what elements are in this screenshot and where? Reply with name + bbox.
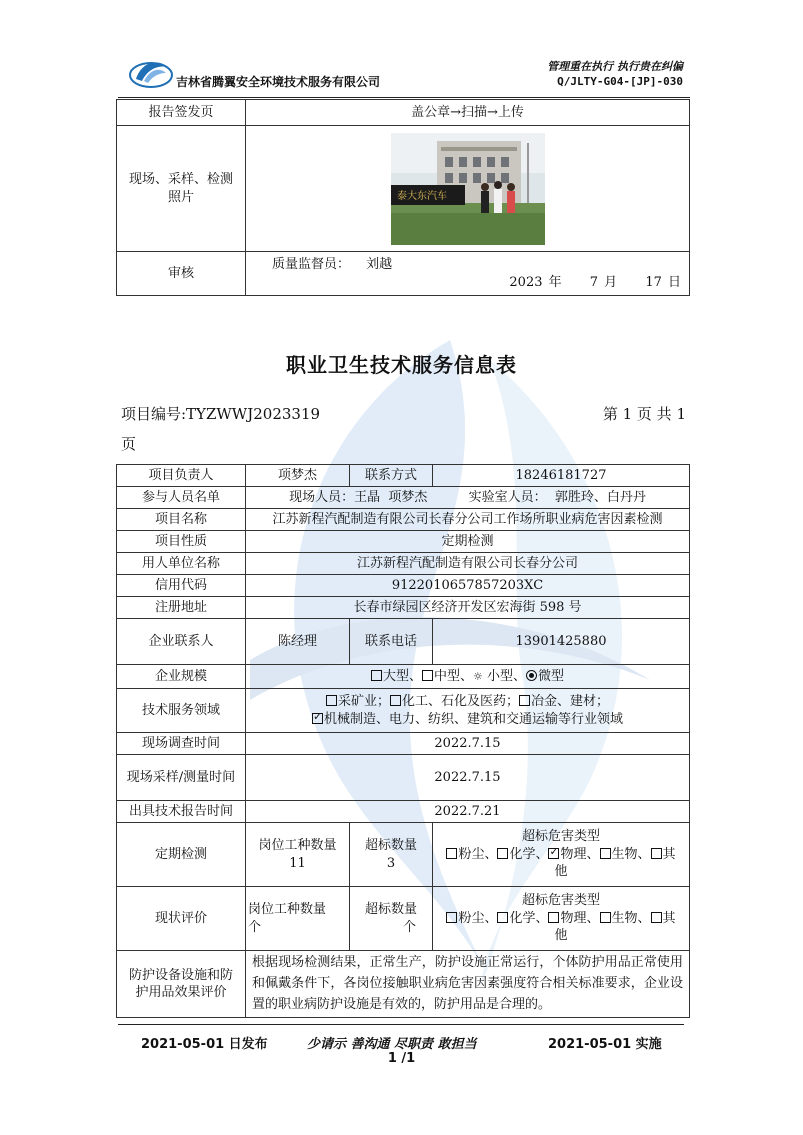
table-row: [117, 465, 690, 487]
supervisor-name: 刘越: [366, 257, 393, 272]
sampling-time-value: 2022.7.15: [246, 755, 690, 801]
corp-contact-value: 陈经理: [246, 619, 350, 665]
contact-value: 18246181727: [433, 465, 690, 487]
company-name: 吉林省腾翼安全环境技术服务有限公司: [176, 75, 381, 89]
employer-label: 用人单位名称: [117, 553, 246, 575]
table-row: [117, 487, 690, 509]
table-row: [117, 553, 690, 575]
periodic-other-checkbox[interactable]: [651, 848, 662, 859]
table-row: [117, 531, 690, 553]
status-other-checkbox[interactable]: [651, 912, 662, 923]
status-hazard-title: 超标危害类型: [521, 893, 600, 909]
field-metal-label: 冶金、建材；: [531, 693, 610, 709]
table-row: [117, 801, 690, 823]
project-name-label: 项目名称: [117, 509, 246, 531]
review-cell: [246, 252, 690, 296]
scale-large-label: 大型、: [382, 668, 422, 684]
periodic-physical-checkbox[interactable]: [548, 848, 559, 859]
table-row: [117, 887, 690, 951]
table-row: [117, 755, 690, 801]
status-other-wrap: 他: [554, 928, 568, 944]
periodic-bio-checkbox[interactable]: [600, 848, 611, 859]
periodic-posts-label: 岗位工种数量: [258, 837, 337, 853]
members-value: 现场人员：王晶 项梦杰 实验室人员： 郭胜玲、白丹丹: [246, 487, 690, 509]
field-metal-checkbox[interactable]: [519, 695, 530, 706]
periodic-hazard-cell: [433, 823, 690, 887]
table-row: [117, 823, 690, 887]
review-month: 7 月: [589, 275, 618, 290]
doc-title: 职业卫生技术服务信息表: [286, 353, 517, 377]
supervisor-label: 质量监督员：: [272, 257, 351, 272]
scale-label: 企业规模: [117, 665, 246, 689]
leader-label: 项目负责人: [117, 465, 246, 487]
status-bio-checkbox[interactable]: [600, 912, 611, 923]
status-posts-label: 岗位工种数量: [248, 901, 327, 917]
survey-time-value: 2022.7.15: [246, 733, 690, 755]
periodic-label: 定期检测: [117, 823, 246, 887]
protect-label-line2: 护用品效果评价: [135, 985, 227, 1001]
photo-sign-text: 泰大东汽车: [396, 190, 447, 202]
project-name-value: 江苏新程汽配制造有限公司长春分公司工作场所职业病危害因素检测: [246, 509, 690, 531]
field-chem-label: 化工、石化及医药；: [401, 693, 519, 709]
footer-divider: [118, 1024, 684, 1025]
service-info-table: [116, 464, 690, 1018]
report-time-value: 2022.7.21: [246, 801, 690, 823]
field-mining-checkbox[interactable]: [326, 695, 337, 706]
survey-time-label: 现场调查时间: [117, 733, 246, 755]
scale-small-icon[interactable]: ☼: [473, 669, 483, 683]
field-options: [246, 689, 690, 733]
corp-contact-label: 企业联系人: [117, 619, 246, 665]
field-label: 技术服务领域: [117, 689, 246, 733]
periodic-chem-checkbox[interactable]: [497, 848, 508, 859]
company-logo-icon: [128, 55, 174, 89]
status-dust-label: 粉尘、: [458, 910, 498, 926]
leader-value: 项梦杰: [246, 465, 350, 487]
page-number: 1 /1: [387, 1051, 416, 1066]
protect-label: [117, 951, 246, 1018]
table-row: [117, 509, 690, 531]
periodic-exceed-cell: [350, 823, 433, 887]
periodic-other-label: 其: [662, 846, 676, 862]
status-posts-unit: 个: [248, 919, 262, 935]
contact-label: 联系方式: [350, 465, 433, 487]
periodic-posts-cell: [246, 823, 350, 887]
phone-label: 联系电话: [350, 619, 433, 665]
photo-label-line2: 照片: [167, 189, 194, 205]
scale-medium-label: 中型、: [433, 668, 473, 684]
nature-label: 项目性质: [117, 531, 246, 553]
issue-page-label: 报告签发页: [117, 100, 246, 126]
page-info-wrap: 页: [121, 435, 137, 453]
scale-medium-checkbox[interactable]: [422, 670, 433, 681]
status-exceed-label: 超标数量: [364, 901, 417, 917]
protect-evaluation: 根据现场检测结果，正常生产，防护设施正常运行，个体防护用品正常使用和佩戴条件下，各岗位接触职业病危害因素强度符合相关标准要求，企业设置的职业病防护设施是有效的，防护用品是合理的。: [246, 951, 690, 1018]
footer-motto: 少请示 善沟通 尽职责 敢担当: [307, 1037, 477, 1052]
table-row: [117, 951, 690, 1018]
scale-small-label: 小型、: [482, 668, 527, 684]
status-other-label: 其: [662, 910, 676, 926]
periodic-posts-value: 11: [289, 855, 306, 871]
scale-large-checkbox[interactable]: [371, 670, 382, 681]
status-exceed-cell: [350, 887, 433, 951]
review-day: 17 日: [645, 275, 681, 290]
status-label: 现状评价: [117, 887, 246, 951]
status-bio-label: 生物、: [611, 910, 651, 926]
review-year: 2023 年: [509, 275, 562, 290]
protect-label-line1: 防护设备设施和防: [128, 967, 233, 983]
table-row: [117, 689, 690, 733]
table-row: [117, 733, 690, 755]
field-machinery-label: 机械制造、电力、纺织、建筑和交通运输等行业领域: [323, 711, 623, 727]
periodic-exceed-value: 3: [386, 855, 396, 871]
table-row: [117, 619, 690, 665]
publish-date: 2021-05-01 日发布: [141, 1037, 268, 1052]
scale-options: [246, 665, 690, 689]
status-dust-checkbox[interactable]: [446, 912, 457, 923]
doc-code: Q/JLTY-G04-[JP]-030: [557, 75, 683, 88]
periodic-dust-checkbox[interactable]: [446, 848, 457, 859]
photo-label-line1: 现场、采样、检测: [128, 171, 233, 187]
scale-micro-label: 微型: [538, 668, 565, 684]
credit-label: 信用代码: [117, 575, 246, 597]
table-row: [117, 665, 690, 689]
issue-page-value: 盖公章→扫描→上传: [246, 100, 690, 126]
sign-table: [116, 99, 690, 296]
status-posts-cell: [246, 887, 350, 951]
nature-value: 定期检测: [246, 531, 690, 553]
status-chem-label: 化学、: [509, 910, 549, 926]
periodic-dust-label: 粉尘、: [458, 846, 498, 862]
project-number: 项目编号:TYZWWJ2023319: [121, 405, 321, 423]
page-info: 第 1 页 共 1: [602, 405, 686, 423]
report-time-label: 出具技术报告时间: [117, 801, 246, 823]
periodic-hazard-title: 超标危害类型: [521, 829, 600, 845]
periodic-exceed-label: 超标数量: [364, 837, 417, 853]
table-row: [117, 597, 690, 619]
implement-date: 2021-05-01 实施: [548, 1037, 662, 1052]
field-machinery-checkbox[interactable]: [312, 713, 323, 724]
status-physical-checkbox[interactable]: [548, 912, 559, 923]
status-chem-checkbox[interactable]: [497, 912, 508, 923]
scale-micro-radio[interactable]: [526, 670, 537, 681]
periodic-bio-label: 生物、: [611, 846, 651, 862]
employer-value: 江苏新程汽配制造有限公司长春分公司: [246, 553, 690, 575]
members-label: 参与人员名单: [117, 487, 246, 509]
periodic-physical-label: 物理、: [560, 846, 600, 862]
status-physical-label: 物理、: [560, 910, 600, 926]
table-row: [117, 575, 690, 597]
photo-label: [117, 126, 246, 252]
status-hazard-cell: [433, 887, 690, 951]
credit-value: 9122010657857203XC: [246, 575, 690, 597]
sampling-time-label: 现场采样/测量时间: [117, 755, 246, 801]
photo-cell: [246, 126, 690, 252]
address-label: 注册地址: [117, 597, 246, 619]
header-slogan: 管理重在执行 执行贵在纠偏: [547, 60, 683, 73]
address-value: 长春市绿园区经济开发区宏海街 598 号: [246, 597, 690, 619]
status-exceed-unit: 个: [402, 919, 416, 935]
header-divider: [118, 97, 690, 98]
periodic-other-wrap: 他: [554, 864, 568, 880]
site-photo: [391, 133, 545, 245]
phone-value: 13901425880: [433, 619, 690, 665]
field-chem-checkbox[interactable]: [390, 695, 401, 706]
periodic-chem-label: 化学、: [509, 846, 549, 862]
field-mining-label: 采矿业；: [337, 693, 390, 709]
review-label: 审核: [117, 252, 246, 296]
